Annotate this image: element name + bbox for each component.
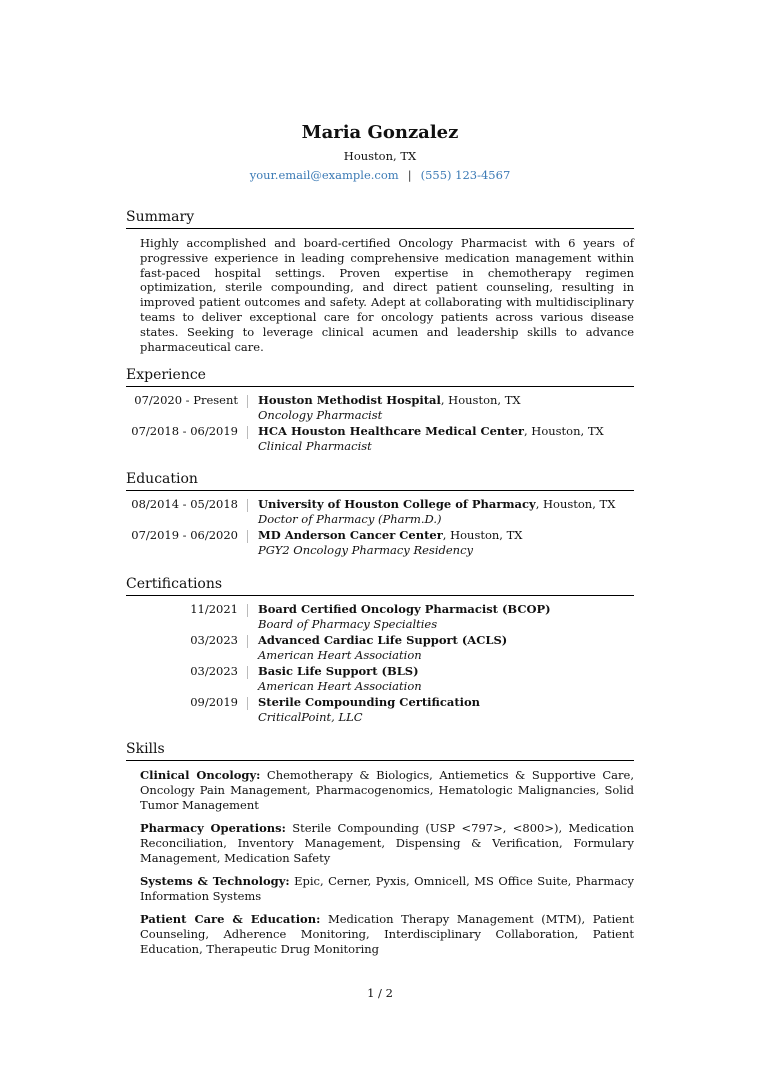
- contact-separator: |: [407, 168, 412, 182]
- entry-divider: [247, 697, 248, 710]
- skill-item: [140, 821, 634, 866]
- entry-date: 09/2019: [190, 695, 238, 709]
- education-list: [126, 497, 634, 559]
- entry-place: , Houston, TX: [535, 497, 616, 511]
- entry-organization: Houston Methodist Hospital: [258, 393, 441, 407]
- summary-text: Highly accomplished and board-certified Oncology Pharmacist with 6 years of progressive experience in leading comprehensive medication management within fast-paced hospital settings. Proven expertise in chemotherapy regimen optimization, sterile compounding, and direct patient counseling, resulting in improved patient outcomes and safety. Adept at collaborating with multidisciplinary teams to deliver exceptional care for oncology patients across various disease states. Seeking to leverage clinical acumen and leadership skills to advance pharmaceutical care.: [140, 236, 634, 354]
- entry-title-line: [258, 497, 615, 512]
- entry-organization: Advanced Cardiac Life Support (ACLS): [258, 633, 508, 647]
- entry-organization: Basic Life Support (BLS): [258, 664, 419, 678]
- certifications-list: [126, 602, 634, 726]
- entry-title-line: [258, 633, 507, 648]
- entry-role: Clinical Pharmacist: [258, 439, 372, 453]
- entry-organization: Board Certified Oncology Pharmacist (BCOP): [258, 602, 551, 616]
- entry-divider: [247, 604, 248, 617]
- experience-list: [126, 393, 634, 455]
- entry-body: [258, 602, 551, 633]
- candidate-name: Maria Gonzalez: [301, 122, 459, 143]
- entry-divider: [247, 395, 248, 408]
- skills-list: [140, 768, 634, 965]
- entry-place: , Houston, TX: [442, 528, 523, 542]
- skill-item: [140, 912, 634, 957]
- entry-role: PGY2 Oncology Pharmacy Residency: [258, 543, 474, 557]
- entry-organization: HCA Houston Healthcare Medical Center: [258, 424, 524, 438]
- entry-role: CriticalPoint, LLC: [258, 710, 363, 724]
- entry-divider: [247, 530, 248, 543]
- entry-row: [126, 695, 634, 726]
- entry-date: 11/2021: [190, 602, 238, 616]
- entry-body: [258, 695, 480, 726]
- entry-title-line: [258, 528, 522, 543]
- entry-row: [126, 633, 634, 664]
- phone-link[interactable]: (555) 123-4567: [420, 168, 511, 182]
- skills-rule: [126, 760, 634, 761]
- entry-body: [258, 393, 521, 424]
- entry-place: , Houston, TX: [523, 424, 604, 438]
- education-rule: [126, 490, 634, 491]
- entry-organization: Sterile Compounding Certification: [258, 695, 481, 709]
- contact-line: [0, 168, 760, 182]
- education-heading: Education: [126, 471, 198, 487]
- candidate-location: Houston, TX: [343, 149, 417, 163]
- entry-title-line: [258, 393, 521, 408]
- skill-category: Systems & Technology:: [140, 874, 290, 888]
- entry-row: [126, 393, 634, 424]
- skill-item: [140, 768, 634, 813]
- entry-body: [258, 424, 604, 455]
- page-number: 1 / 2: [367, 986, 393, 1000]
- skill-item: [140, 874, 634, 904]
- entry-date: 07/2020 - Present: [134, 393, 238, 407]
- entry-title-line: [258, 602, 551, 617]
- entry-date: 03/2023: [190, 633, 238, 647]
- skill-text: Medication Therapy Management (MTM), Patient Counseling, Adherence Monitoring, Interdisciplinary Collaboration, Patient Education, Therapeutic Drug Monitoring: [140, 912, 634, 956]
- entry-body: [258, 664, 422, 695]
- entry-title-line: [258, 664, 422, 679]
- entry-row: [126, 497, 634, 528]
- summary-rule: [126, 228, 634, 229]
- entry-organization: MD Anderson Cancer Center: [258, 528, 443, 542]
- entry-organization: University of Houston College of Pharmacy: [258, 497, 536, 511]
- entry-place: , Houston, TX: [440, 393, 521, 407]
- experience-rule: [126, 386, 634, 387]
- entry-row: [126, 424, 634, 455]
- entry-role: Board of Pharmacy Specialties: [258, 617, 438, 631]
- entry-body: [258, 497, 615, 528]
- certifications-heading: Certifications: [126, 576, 223, 592]
- entry-row: [126, 664, 634, 695]
- entry-row: [126, 602, 634, 633]
- skill-text: Chemotherapy & Biologics, Antiemetics & Supportive Care, Oncology Pain Management, Pharmacogenomics, Hematologic Malignancies, Solid Tumor Management: [140, 768, 634, 812]
- entry-body: [258, 633, 507, 664]
- skill-text: Epic, Cerner, Pyxis, Omnicell, MS Office Suite, Pharmacy Information Systems: [140, 874, 634, 903]
- entry-role: Oncology Pharmacist: [258, 408, 383, 422]
- skills-heading: Skills: [126, 741, 165, 757]
- entry-body: [258, 528, 522, 559]
- summary-heading: Summary: [126, 209, 195, 225]
- skill-text: Sterile Compounding (USP <797>, <800>), Medication Reconciliation, Inventory Management, Dispensing & Verification, Formulary Management, Medication Safety: [140, 821, 634, 865]
- entry-date: 03/2023: [190, 664, 238, 678]
- skill-category: Patient Care & Education:: [140, 912, 321, 926]
- entry-role: Doctor of Pharmacy (Pharm.D.): [258, 512, 442, 526]
- email-link[interactable]: your.email@example.com: [249, 168, 399, 182]
- certifications-rule: [126, 595, 634, 596]
- entry-title-line: [258, 424, 604, 439]
- entry-divider: [247, 635, 248, 648]
- entry-role: American Heart Association: [258, 679, 422, 693]
- entry-divider: [247, 426, 248, 439]
- entry-divider: [247, 666, 248, 679]
- entry-date: 07/2019 - 06/2020: [131, 528, 238, 542]
- entry-date: 08/2014 - 05/2018: [131, 497, 238, 511]
- experience-heading: Experience: [126, 367, 206, 383]
- entry-role: American Heart Association: [258, 648, 422, 662]
- entry-divider: [247, 499, 248, 512]
- skill-category: Clinical Oncology:: [140, 768, 261, 782]
- entry-row: [126, 528, 634, 559]
- entry-date: 07/2018 - 06/2019: [131, 424, 238, 438]
- entry-title-line: [258, 695, 480, 710]
- skill-category: Pharmacy Operations:: [140, 821, 286, 835]
